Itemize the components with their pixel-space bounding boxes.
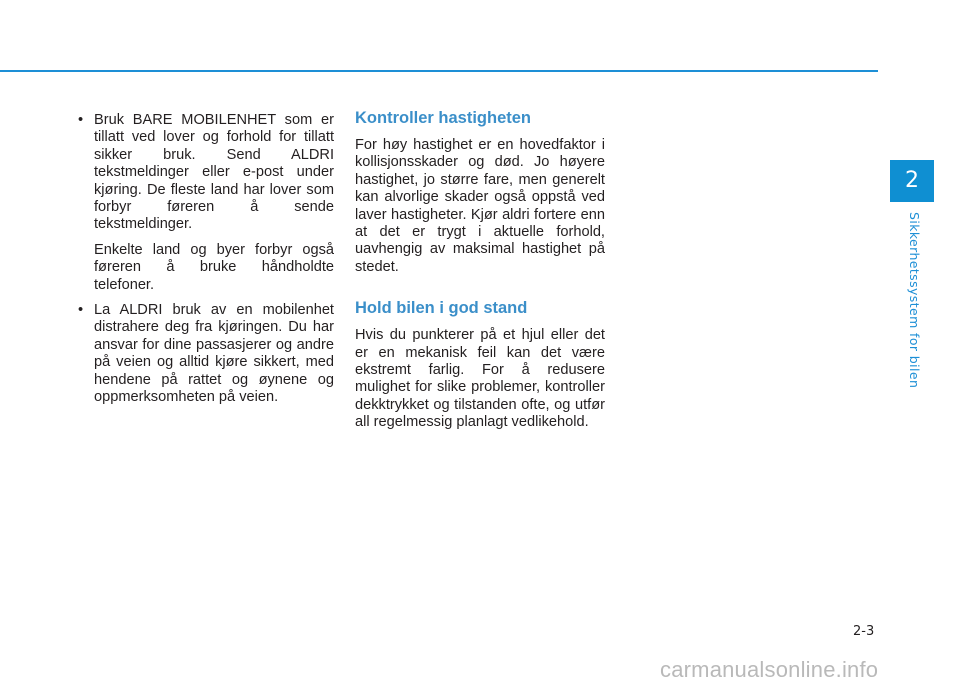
page-number: 2-3 bbox=[853, 624, 875, 639]
section-body-speed: For høy hastighet er en hovedfaktor i kollisjonsskader og død. Jo høyere hastighet, jo større fare, men generelt kan alvorlige skader også oppstå ved laver hastigheter. Kjør aldri fortere enn at det er trygt i aktuelle forhold, uavhengig av maksimal hastighet på stedet. bbox=[355, 137, 605, 275]
list-item bbox=[76, 302, 334, 406]
bullet-list bbox=[76, 112, 334, 407]
list-item-text: Bruk BARE MOBILENHET som er tillatt ved lover og forhold for tillatt sikker bruk. Send ALDRI tekstmeldinger eller e-post under kjøring. De fleste land har lover som forbyr føreren å sende tekstmeldinger. bbox=[94, 112, 334, 233]
watermark: carmanualsonline.info bbox=[660, 657, 879, 682]
chapter-number-tab: 2 bbox=[890, 160, 934, 202]
list-item-text: Enkelte land og byer forbyr også føreren å bruke håndholdte telefoner. bbox=[94, 241, 334, 293]
bullet-marker: • bbox=[78, 302, 84, 319]
left-column bbox=[76, 112, 334, 415]
chapter-title: Sikkerhetssystem for bilen bbox=[907, 212, 922, 389]
list-item-text: La ALDRI bruk av en mobilenhet distrahere deg fra kjøringen. Du har ansvar for dine passasjerer og andre på veien og alltid kjøre sikkert, med hendene på rattet og øynene og oppmerksomheten på veien. bbox=[94, 302, 334, 406]
list-item bbox=[76, 112, 334, 294]
section-body-maintenance: Hvis du punkterer på et hjul eller det er en mekanisk feil kan det være ekstremt farlig. For å redusere mulighet for slike problemer, kontroller dekktrykket og tilstanden ofte, og utfør all regelmessig planlagt vedlikehold. bbox=[355, 327, 605, 431]
section-heading-speed: Kontroller hastigheten bbox=[355, 109, 532, 127]
right-column bbox=[355, 108, 605, 454]
header-rule bbox=[0, 70, 878, 72]
section-heading-maintenance: Hold bilen i god stand bbox=[355, 299, 528, 318]
bullet-marker: • bbox=[78, 112, 84, 128]
